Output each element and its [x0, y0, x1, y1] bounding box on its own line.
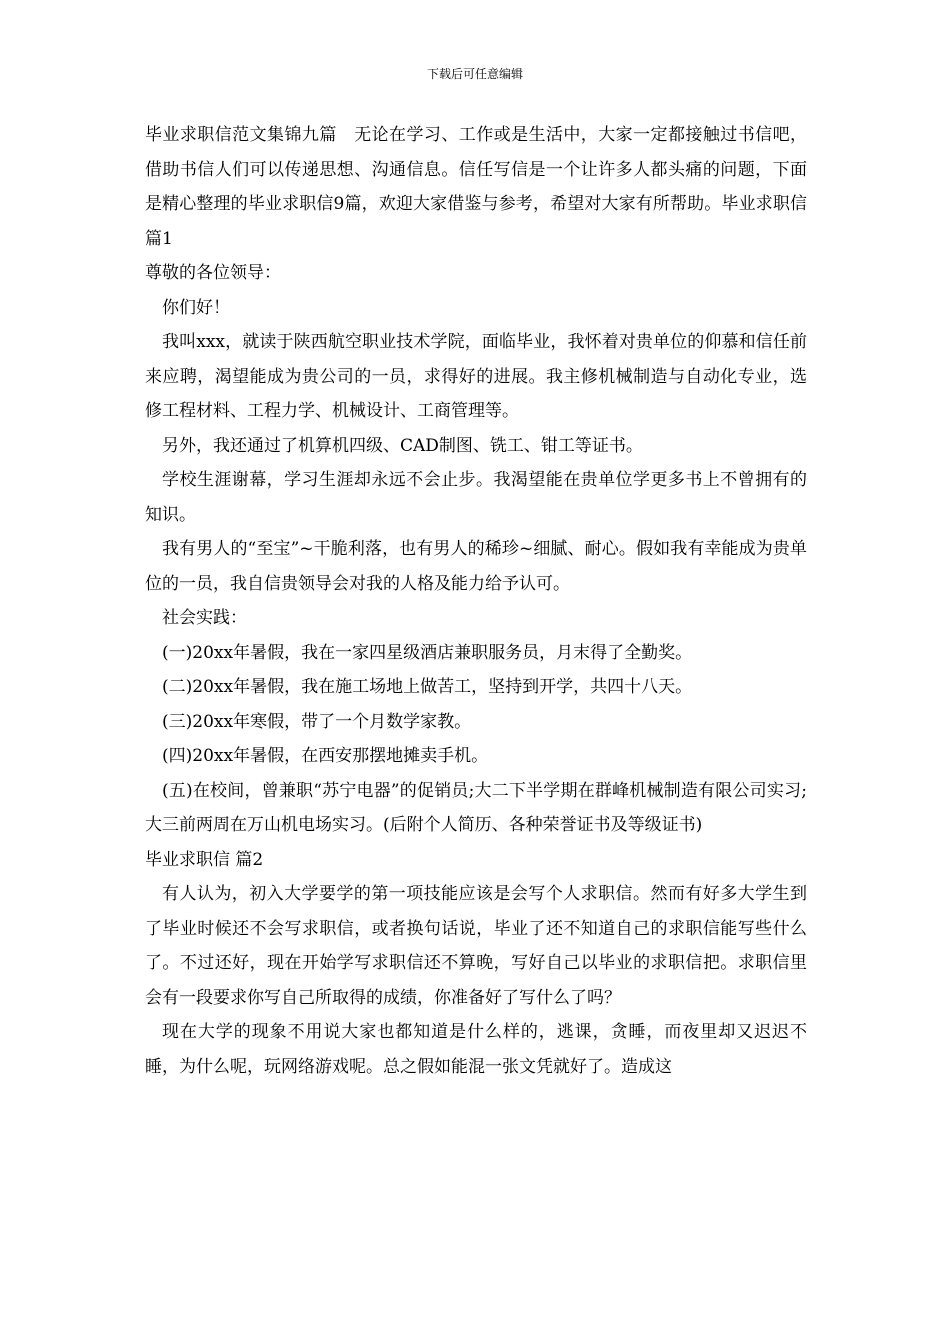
document-body	[145, 118, 807, 1084]
greeting: 你们好！	[162, 297, 230, 318]
list-item: (四)20xx年暑假，在西安那摆地摊卖手机。	[162, 746, 489, 766]
section-heading: 毕业求职信 篇2	[145, 849, 264, 870]
intro-paragraph: 毕业求职信范文集锦九篇 无论在学习、工作或是生活中，大家一定都接触过书信吧，借助书信人们可以传递思想、沟通信息。信任写信是一个让许多人都头痛的问题，下面是精心整理的毕业求职信9篇，欢迎大家借鉴与参考，希望对大家有所帮助。毕业求职信 篇1	[145, 125, 807, 249]
list-item: (三)20xx年寒假，带了一个月数学家教。	[162, 711, 472, 732]
list-item: (五)在校间，曾兼职“苏宁电器”的促销员;大二下半学期在群峰机械制造有限公司实习;大三前两周在万山机电场实习。(后附个人简历、各种荣誉证书及等级证书)	[145, 780, 807, 835]
section-label: 社会实践：	[162, 608, 247, 628]
body-paragraph: 另外，我还通过了机算机四级、CAD制图、铣工、钳工等证书。	[162, 435, 643, 456]
list-item: (二)20xx年暑假，我在施工场地上做苦工，坚持到开学，共四十八天。	[162, 677, 693, 697]
list-item: (一)20xx年暑假，我在一家四星级酒店兼职服务员，月末得了全勤奖。	[162, 642, 693, 663]
body-paragraph: 现在大学的现象不用说大家也都知道是什么样的，逃课，贪睡，而夜里却又迟迟不睡，为什么呢，玩网络游戏呢。总之假如能混一张文凭就好了。造成这	[145, 1022, 807, 1077]
body-paragraph: 有人认为，初入大学要学的第一项技能应该是会写个人求职信。然而有好多大学生到了毕业时候还不会写求职信，或者换句话说，毕业了还不知道自己的求职信能写些什么了。不过还好，现在开始学写求职信还不算晚，写好自己以毕业的求职信把。求职信里会有一段要求你写自己所取得的成绩，你准备好了写什么了吗？	[145, 884, 807, 1008]
page-header: 下载后可任意编辑	[426, 67, 523, 81]
body-paragraph: 我有男人的“至宝”~干脆利落，也有男人的稀珍~细腻、耐心。假如我有幸能成为贵单位的一员，我自信贵领导会对我的人格及能力给予认可。	[145, 539, 807, 594]
body-paragraph: 学校生涯谢幕，学习生涯却永远不会止步。我渴望能在贵单位学更多书上不曾拥有的知识。	[145, 470, 807, 525]
body-paragraph: 我叫xxx，就读于陕西航空职业技术学院，面临毕业，我怀着对贵单位的仰慕和信任前来应聘，渴望能成为贵公司的一员，求得好的进展。我主修机械制造与自动化专业，选修工程材料、工程力学、机械设计、工商管理等。	[145, 332, 807, 421]
salutation: 尊敬的各位领导：	[145, 263, 281, 283]
